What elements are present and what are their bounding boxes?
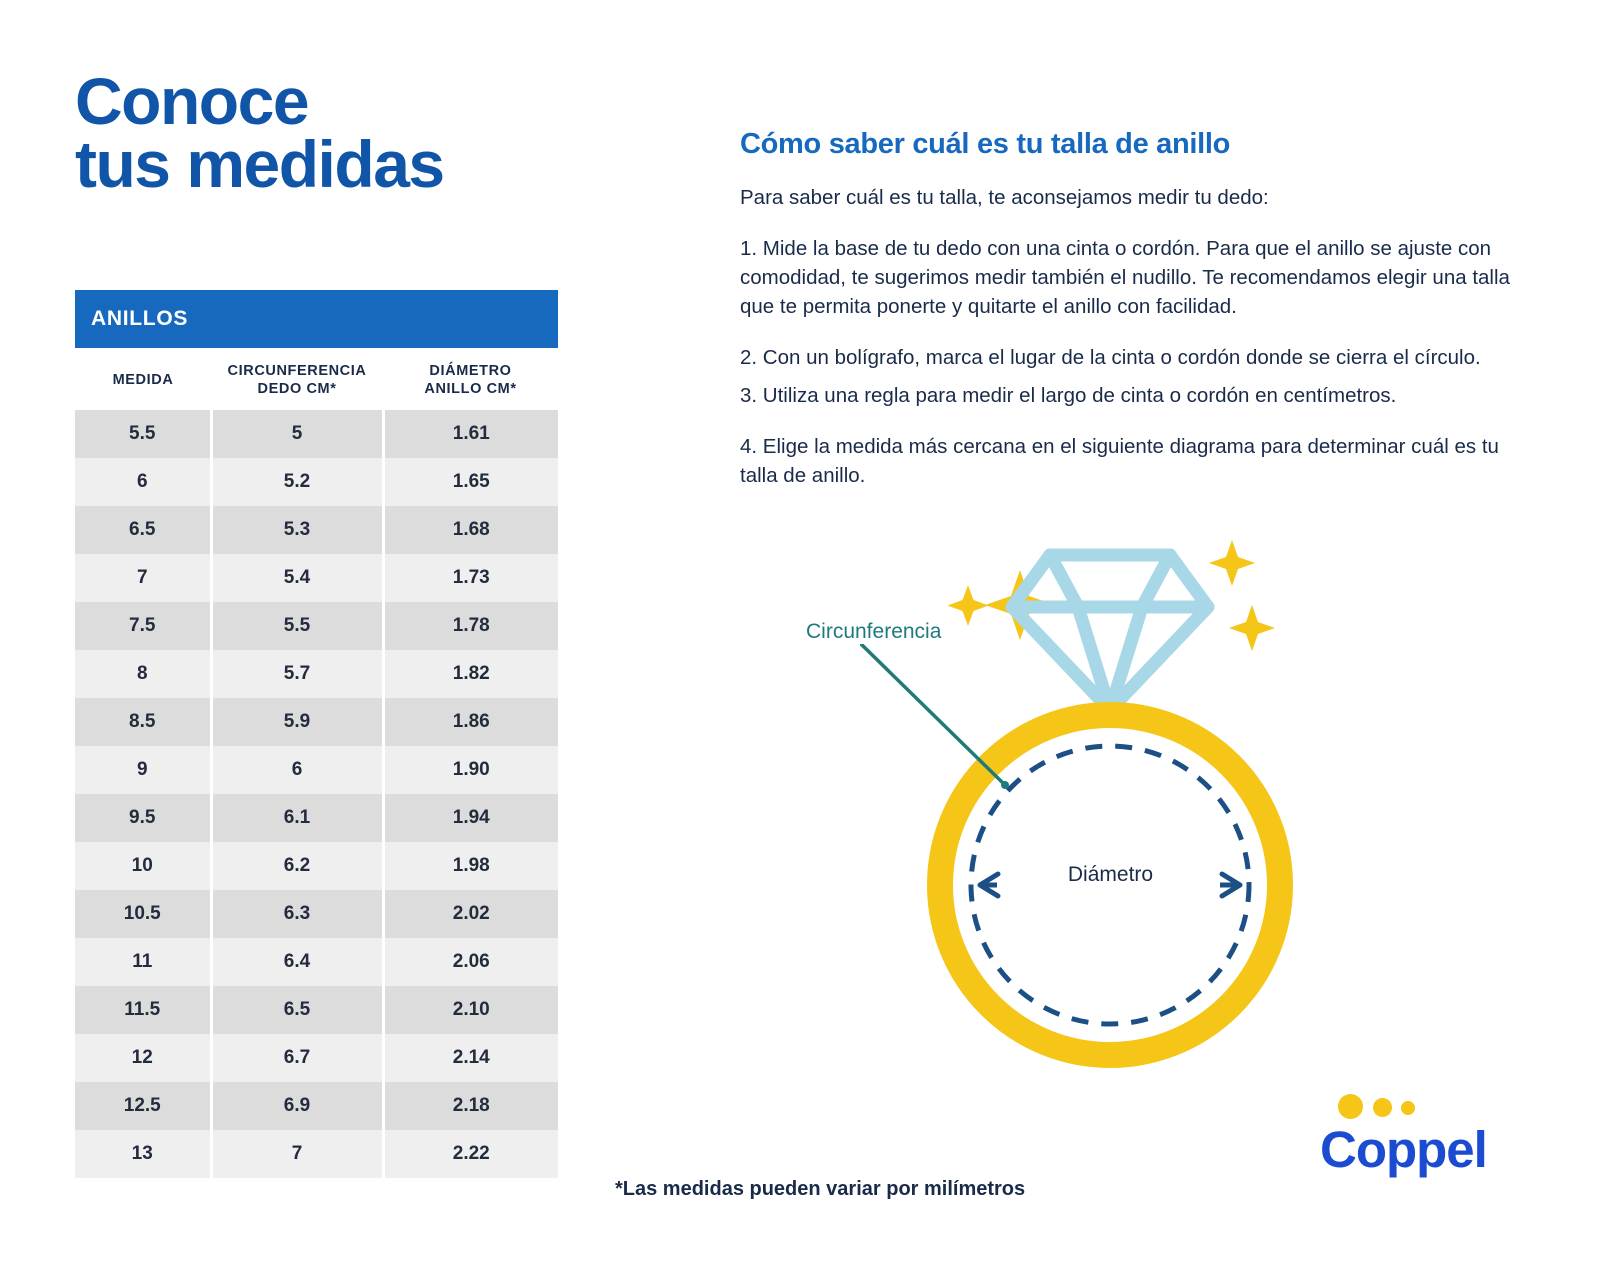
cell-diametro: 2.18 [383, 1082, 558, 1130]
cell-circunferencia: 6.7 [211, 1034, 383, 1082]
table-row [75, 794, 558, 842]
column-header-diametro-line2: ANILLO CM* [424, 381, 517, 398]
guide-intro: Para saber cuál es tu talla, te aconsejamos medir tu dedo: [740, 186, 1269, 209]
measures-table [75, 348, 558, 1178]
cell-diametro: 1.65 [383, 458, 558, 506]
table-row [75, 842, 558, 890]
cell-diametro: 1.78 [383, 602, 558, 650]
table-row [75, 890, 558, 938]
cell-medida: 10 [75, 842, 211, 890]
cell-medida: 11 [75, 938, 211, 986]
cell-diametro: 2.02 [383, 890, 558, 938]
table-head [75, 348, 558, 410]
guide-title: Cómo saber cuál es tu talla de anillo [740, 128, 1231, 160]
cell-circunferencia: 6.2 [211, 842, 383, 890]
table-header-row [75, 348, 558, 410]
circumference-leader-line [860, 643, 1009, 789]
cell-diametro: 2.10 [383, 986, 558, 1034]
circumference-label-text: Circunferencia [806, 620, 942, 643]
coppel-logo [1320, 1090, 1500, 1200]
cell-medida: 7.5 [75, 602, 211, 650]
footnote: *Las medidas pueden variar por milímetros [615, 1178, 1026, 1200]
table-row [75, 650, 558, 698]
diamond-icon [1012, 555, 1208, 710]
column-header-medida: MEDIDA [112, 372, 174, 389]
cell-diametro: 2.22 [383, 1130, 558, 1178]
diameter-label-text: Diámetro [1067, 863, 1154, 886]
cell-circunferencia: 6 [211, 746, 383, 794]
logo-dot-medium-icon [1373, 1098, 1392, 1117]
cell-circunferencia: 6.4 [211, 938, 383, 986]
cell-circunferencia: 5.2 [211, 458, 383, 506]
page-title-line1: Conoce [75, 64, 309, 138]
table-row [75, 506, 558, 554]
table-row [75, 746, 558, 794]
cell-circunferencia: 5.5 [211, 602, 383, 650]
page-title [75, 64, 565, 201]
guide-step-4: 4. Elige la medida más cercana en el siguiente diagrama para determinar cuál es tu talla de anillo. [740, 434, 1499, 487]
cell-circunferencia: 7 [211, 1130, 383, 1178]
cell-circunferencia: 5.7 [211, 650, 383, 698]
cell-diametro: 1.82 [383, 650, 558, 698]
cell-medida: 12.5 [75, 1082, 211, 1130]
cell-medida: 6.5 [75, 506, 211, 554]
cell-medida: 12 [75, 1034, 211, 1082]
cell-diametro: 2.06 [383, 938, 558, 986]
column-header-diametro-line1: DIÁMETRO [429, 363, 512, 379]
cell-medida: 10.5 [75, 890, 211, 938]
cell-medida: 6 [75, 458, 211, 506]
column-header-circunferencia-line2: DEDO CM* [257, 381, 337, 398]
table-row [75, 698, 558, 746]
table-row [75, 1130, 558, 1178]
table-row [75, 458, 558, 506]
ring-diagram [860, 495, 1310, 1095]
cell-diametro: 2.14 [383, 1034, 558, 1082]
cell-diametro: 1.61 [383, 410, 558, 458]
column-header-circunferencia-line1: CIRCUNFERENCIA [227, 363, 367, 379]
cell-medida: 7 [75, 554, 211, 602]
table-row [75, 986, 558, 1034]
cell-circunferencia: 6.9 [211, 1082, 383, 1130]
cell-diametro: 1.90 [383, 746, 558, 794]
column-header-diametro [383, 348, 558, 410]
logo-wordmark: Coppel [1320, 1121, 1487, 1178]
circumference-label [802, 620, 945, 644]
cell-medida: 11.5 [75, 986, 211, 1034]
table-row [75, 1034, 558, 1082]
logo-dots [1338, 1090, 1500, 1122]
cell-diametro: 1.94 [383, 794, 558, 842]
cell-circunferencia: 5.4 [211, 554, 383, 602]
cell-medida: 5.5 [75, 410, 211, 458]
column-header-circunferencia [211, 348, 383, 410]
table-row [75, 410, 558, 458]
cell-medida: 9.5 [75, 794, 211, 842]
ring-size-table [75, 290, 558, 1178]
guide-step-3: 3. Utiliza una regla para medir el largo de cinta o cordón en centímetros. [740, 383, 1397, 407]
cell-medida: 8.5 [75, 698, 211, 746]
table-row [75, 1082, 558, 1130]
logo-dot-small-icon [1401, 1101, 1415, 1115]
cell-medida: 9 [75, 746, 211, 794]
table-row [75, 554, 558, 602]
cell-diametro: 1.68 [383, 506, 558, 554]
guide-step-2: 2. Con un bolígrafo, marca el lugar de la cinta o cordón donde se cierra el círculo. [740, 346, 1481, 370]
headline-block [75, 64, 565, 201]
page-title-line2: tus medidas [75, 126, 444, 201]
table-row [75, 602, 558, 650]
cell-circunferencia: 6.1 [211, 794, 383, 842]
table-row [75, 938, 558, 986]
cell-circunferencia: 5 [211, 410, 383, 458]
diameter-label [1008, 861, 1213, 889]
cell-circunferencia: 5.9 [211, 698, 383, 746]
cell-circunferencia: 5.3 [211, 506, 383, 554]
cell-medida: 13 [75, 1130, 211, 1178]
cell-circunferencia: 6.3 [211, 890, 383, 938]
table-body [75, 410, 558, 1178]
cell-circunferencia: 6.5 [211, 986, 383, 1034]
cell-diametro: 1.86 [383, 698, 558, 746]
cell-medida: 8 [75, 650, 211, 698]
guide-block [740, 128, 1540, 512]
table-section-title: ANILLOS [75, 290, 558, 348]
cell-diametro: 1.73 [383, 554, 558, 602]
guide-step-1: 1. Mide la base de tu dedo con una cinta o cordón. Para que el anillo se ajuste con comodidad, te sugerimos medir también el nudillo. Te recomendamos elegir una talla que te permita ponerte y quitarte el anillo con facilidad. [740, 237, 1510, 319]
cell-diametro: 1.98 [383, 842, 558, 890]
logo-dot-large-icon [1338, 1094, 1363, 1119]
